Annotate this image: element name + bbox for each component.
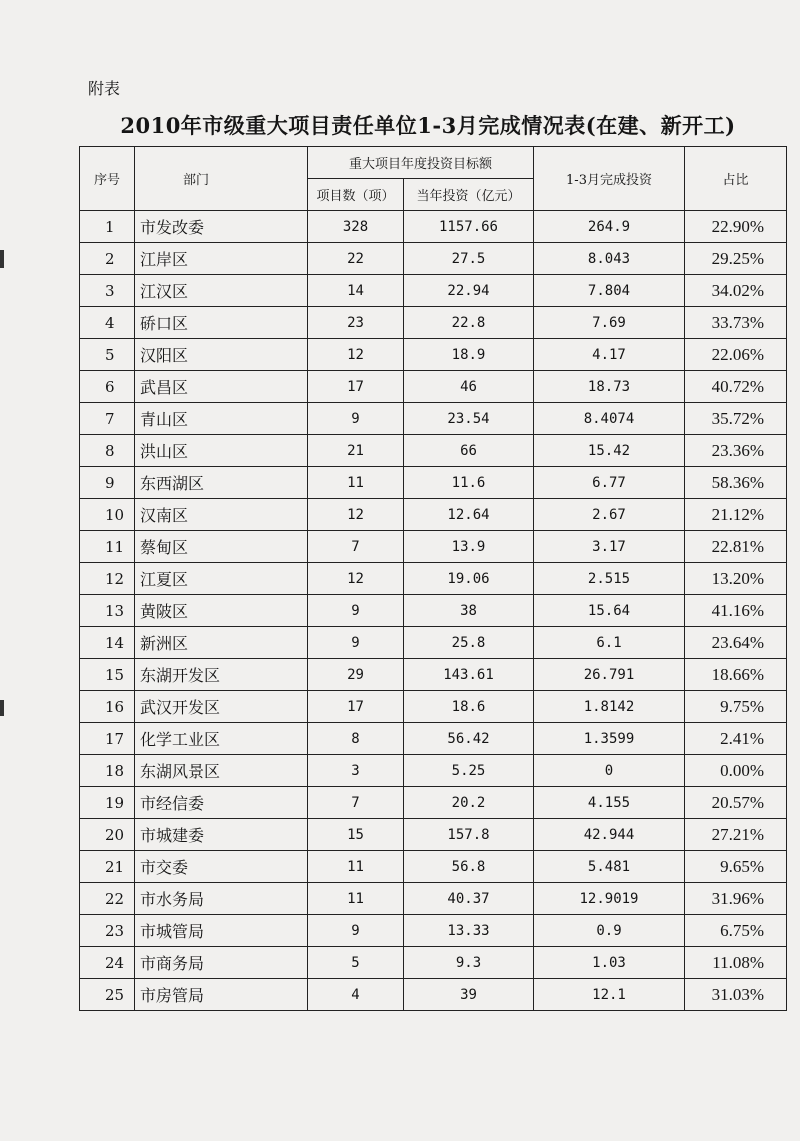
q1-completed-investment: 15.42 (534, 435, 685, 467)
annual-investment: 12.64 (404, 499, 534, 531)
completion-ratio: 2.41% (685, 723, 787, 755)
table-row (80, 595, 787, 627)
header-target: 重大项目年度投资目标额 (308, 147, 534, 179)
row-number: 24 (80, 947, 135, 979)
q1-completed-investment: 42.944 (534, 819, 685, 851)
table-row (80, 467, 787, 499)
punch-hole-mark (0, 250, 4, 268)
row-number: 19 (80, 787, 135, 819)
department-name: 市发改委 (135, 211, 308, 243)
department-name: 汉南区 (135, 499, 308, 531)
project-count: 3 (308, 755, 404, 787)
project-count: 23 (308, 307, 404, 339)
project-count: 7 (308, 531, 404, 563)
annual-investment: 38 (404, 595, 534, 627)
department-name: 江夏区 (135, 563, 308, 595)
q1-completed-investment: 7.804 (534, 275, 685, 307)
table-row (80, 883, 787, 915)
row-number: 21 (80, 851, 135, 883)
department-name: 市经信委 (135, 787, 308, 819)
project-count: 12 (308, 339, 404, 371)
annual-investment: 39 (404, 979, 534, 1011)
table-row (80, 627, 787, 659)
annual-investment: 157.8 (404, 819, 534, 851)
annual-investment: 5.25 (404, 755, 534, 787)
row-number: 17 (80, 723, 135, 755)
header-done: 1-3月完成投资 (534, 147, 685, 211)
department-name: 青山区 (135, 403, 308, 435)
data-table (79, 146, 787, 1011)
q1-completed-investment: 8.043 (534, 243, 685, 275)
q1-completed-investment: 15.64 (534, 595, 685, 627)
row-number: 15 (80, 659, 135, 691)
table-row (80, 403, 787, 435)
project-count: 4 (308, 979, 404, 1011)
row-number: 4 (80, 307, 135, 339)
table-row (80, 371, 787, 403)
annual-investment: 56.42 (404, 723, 534, 755)
completion-ratio: 22.90% (685, 211, 787, 243)
annual-investment: 9.3 (404, 947, 534, 979)
completion-ratio: 35.72% (685, 403, 787, 435)
q1-completed-investment: 7.69 (534, 307, 685, 339)
annual-investment: 27.5 (404, 243, 534, 275)
completion-ratio: 27.21% (685, 819, 787, 851)
department-name: 市房管局 (135, 979, 308, 1011)
annual-investment: 13.33 (404, 915, 534, 947)
completion-ratio: 22.81% (685, 531, 787, 563)
annual-investment: 13.9 (404, 531, 534, 563)
completion-ratio: 58.36% (685, 467, 787, 499)
project-count: 8 (308, 723, 404, 755)
annual-investment: 23.54 (404, 403, 534, 435)
q1-completed-investment: 4.17 (534, 339, 685, 371)
q1-completed-investment: 12.9019 (534, 883, 685, 915)
department-name: 汉阳区 (135, 339, 308, 371)
project-count: 9 (308, 595, 404, 627)
completion-ratio: 31.96% (685, 883, 787, 915)
table-row (80, 819, 787, 851)
annual-investment: 56.8 (404, 851, 534, 883)
project-count: 5 (308, 947, 404, 979)
project-count: 9 (308, 915, 404, 947)
completion-ratio: 9.65% (685, 851, 787, 883)
department-name: 洪山区 (135, 435, 308, 467)
department-name: 东湖风景区 (135, 755, 308, 787)
table-row (80, 723, 787, 755)
table-row (80, 851, 787, 883)
annual-investment: 18.9 (404, 339, 534, 371)
project-count: 14 (308, 275, 404, 307)
department-name: 新洲区 (135, 627, 308, 659)
row-number: 23 (80, 915, 135, 947)
table-row (80, 563, 787, 595)
table-row (80, 435, 787, 467)
q1-completed-investment: 0.9 (534, 915, 685, 947)
department-name: 市城建委 (135, 819, 308, 851)
completion-ratio: 40.72% (685, 371, 787, 403)
table-row (80, 531, 787, 563)
row-number: 12 (80, 563, 135, 595)
department-name: 市交委 (135, 851, 308, 883)
table-row (80, 243, 787, 275)
punch-hole-mark (0, 700, 4, 716)
annual-investment: 19.06 (404, 563, 534, 595)
header-dept: 部门 (135, 147, 308, 211)
q1-completed-investment: 5.481 (534, 851, 685, 883)
department-name: 武昌区 (135, 371, 308, 403)
row-number: 7 (80, 403, 135, 435)
annual-investment: 66 (404, 435, 534, 467)
project-count: 15 (308, 819, 404, 851)
project-count: 11 (308, 467, 404, 499)
project-count: 29 (308, 659, 404, 691)
table-row (80, 499, 787, 531)
table-row (80, 307, 787, 339)
q1-completed-investment: 0 (534, 755, 685, 787)
annual-investment: 20.2 (404, 787, 534, 819)
table-row (80, 691, 787, 723)
q1-completed-investment: 1.03 (534, 947, 685, 979)
project-count: 12 (308, 563, 404, 595)
q1-completed-investment: 1.3599 (534, 723, 685, 755)
row-number: 9 (80, 467, 135, 499)
department-name: 黄陂区 (135, 595, 308, 627)
row-number: 16 (80, 691, 135, 723)
table-row (80, 915, 787, 947)
department-name: 市水务局 (135, 883, 308, 915)
project-count: 12 (308, 499, 404, 531)
completion-ratio: 0.00% (685, 755, 787, 787)
row-number: 22 (80, 883, 135, 915)
annual-investment: 46 (404, 371, 534, 403)
completion-ratio: 18.66% (685, 659, 787, 691)
q1-completed-investment: 2.515 (534, 563, 685, 595)
row-number: 14 (80, 627, 135, 659)
row-number: 3 (80, 275, 135, 307)
table-row (80, 275, 787, 307)
completion-ratio: 31.03% (685, 979, 787, 1011)
completion-ratio: 23.36% (685, 435, 787, 467)
q1-completed-investment: 26.791 (534, 659, 685, 691)
completion-ratio: 22.06% (685, 339, 787, 371)
annual-investment: 22.94 (404, 275, 534, 307)
row-number: 6 (80, 371, 135, 403)
table-row (80, 947, 787, 979)
department-name: 江汉区 (135, 275, 308, 307)
completion-ratio: 11.08% (685, 947, 787, 979)
q1-completed-investment: 1.8142 (534, 691, 685, 723)
project-count: 11 (308, 851, 404, 883)
table-row (80, 755, 787, 787)
annex-label: 附表 (88, 79, 121, 98)
row-number: 1 (80, 211, 135, 243)
project-count: 328 (308, 211, 404, 243)
completion-ratio: 23.64% (685, 627, 787, 659)
project-count: 7 (308, 787, 404, 819)
row-number: 18 (80, 755, 135, 787)
q1-completed-investment: 8.4074 (534, 403, 685, 435)
department-name: 东湖开发区 (135, 659, 308, 691)
table-row (80, 211, 787, 243)
annual-investment: 1157.66 (404, 211, 534, 243)
header-pct: 占比 (685, 147, 787, 211)
department-name: 蔡甸区 (135, 531, 308, 563)
q1-completed-investment: 2.67 (534, 499, 685, 531)
header-row (80, 147, 787, 179)
completion-ratio: 33.73% (685, 307, 787, 339)
row-number: 8 (80, 435, 135, 467)
annual-investment: 40.37 (404, 883, 534, 915)
project-count: 21 (308, 435, 404, 467)
q1-completed-investment: 4.155 (534, 787, 685, 819)
q1-completed-investment: 3.17 (534, 531, 685, 563)
row-number: 11 (80, 531, 135, 563)
table-title: 2010年市级重大项目责任单位1-3月完成情况表(在建、新开工) (120, 113, 736, 138)
row-number: 5 (80, 339, 135, 371)
department-name: 武汉开发区 (135, 691, 308, 723)
project-count: 9 (308, 403, 404, 435)
completion-ratio: 9.75% (685, 691, 787, 723)
annual-investment: 143.61 (404, 659, 534, 691)
completion-ratio: 21.12% (685, 499, 787, 531)
table-row (80, 659, 787, 691)
row-number: 2 (80, 243, 135, 275)
q1-completed-investment: 18.73 (534, 371, 685, 403)
completion-ratio: 13.20% (685, 563, 787, 595)
project-count: 17 (308, 691, 404, 723)
department-name: 江岸区 (135, 243, 308, 275)
q1-completed-investment: 6.77 (534, 467, 685, 499)
project-count: 17 (308, 371, 404, 403)
q1-completed-investment: 6.1 (534, 627, 685, 659)
completion-ratio: 41.16% (685, 595, 787, 627)
row-number: 25 (80, 979, 135, 1011)
table-row (80, 787, 787, 819)
row-number: 20 (80, 819, 135, 851)
completion-ratio: 34.02% (685, 275, 787, 307)
table-row (80, 979, 787, 1011)
annual-investment: 18.6 (404, 691, 534, 723)
row-number: 10 (80, 499, 135, 531)
header-no: 序号 (80, 147, 135, 211)
department-name: 硚口区 (135, 307, 308, 339)
department-name: 化学工业区 (135, 723, 308, 755)
annual-investment: 11.6 (404, 467, 534, 499)
annual-investment: 25.8 (404, 627, 534, 659)
project-count: 11 (308, 883, 404, 915)
annual-investment: 22.8 (404, 307, 534, 339)
q1-completed-investment: 264.9 (534, 211, 685, 243)
completion-ratio: 20.57% (685, 787, 787, 819)
row-number: 13 (80, 595, 135, 627)
department-name: 市城管局 (135, 915, 308, 947)
department-name: 东西湖区 (135, 467, 308, 499)
header-annual: 当年投资（亿元） (404, 179, 534, 211)
header-count: 项目数（项） (308, 179, 404, 211)
table-row (80, 339, 787, 371)
project-count: 22 (308, 243, 404, 275)
department-name: 市商务局 (135, 947, 308, 979)
completion-ratio: 29.25% (685, 243, 787, 275)
project-count: 9 (308, 627, 404, 659)
q1-completed-investment: 12.1 (534, 979, 685, 1011)
completion-ratio: 6.75% (685, 915, 787, 947)
